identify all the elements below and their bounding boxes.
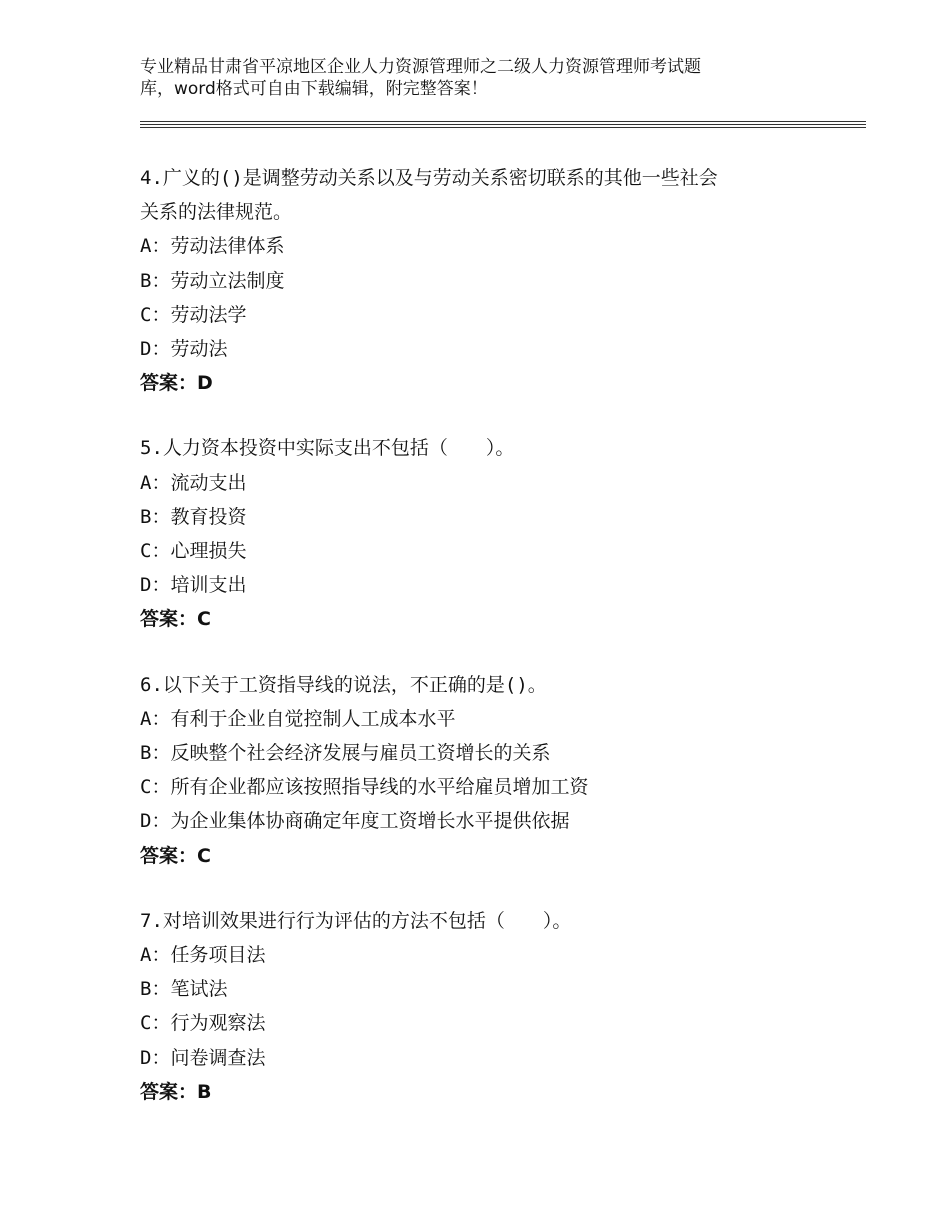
question-text-line: 4.广义的()是调整劳动关系以及与劳动关系密切联系的其他一些社会 [140,167,718,189]
option-b: B：反映整个社会经济发展与雇员工资增长的关系 [140,742,551,765]
answer-label: 答案： [140,372,198,395]
document-header [140,56,840,100]
header-divider-middle [140,124,866,125]
question-text-line: 7.对培训效果进行行为评估的方法不包括（ ）。 [140,909,572,932]
answer-line [140,366,860,400]
answer-value: B [197,1080,212,1103]
option-d: D：培训支出 [140,574,247,597]
option-c: C：心理损失 [140,540,247,563]
answer-line [140,839,860,873]
header-line-2: 库，word格式可自由下载编辑，附完整答案！ [140,79,488,99]
answer-line [140,1075,860,1109]
answer-label: 答案： [140,844,198,867]
header-divider-top [140,121,866,122]
question-text-line: 关系的法律规范。 [140,201,293,224]
option-a: A：任务项目法 [140,944,266,967]
question-list [140,161,860,1140]
header-divider-bottom [140,127,866,128]
question-5 [140,431,860,636]
option-b: B：教育投资 [140,505,247,528]
answer-value: C [197,844,211,867]
answer-label: 答案： [140,608,198,631]
option-c: C：行为观察法 [140,1012,266,1035]
question-4 [140,161,860,400]
answer-line [140,602,860,636]
option-d: D：为企业集体协商确定年度工资增长水平提供依据 [140,810,570,833]
option-c: C：所有企业都应该按照指导线的水平给雇员增加工资 [140,776,589,799]
option-c: C：劳动法学 [140,303,247,326]
header-line-1: 专业精品甘肃省平凉地区企业人力资源管理师之二级人力资源管理师考试题 [140,57,701,77]
option-a: A：有利于企业自觉控制人工成本水平 [140,707,456,730]
question-6 [140,668,860,873]
question-text-line: 5.人力资本投资中实际支出不包括（ ）。 [140,437,515,460]
option-d: D：劳动法 [140,338,228,361]
option-a: A：劳动法律体系 [140,235,285,258]
question-7 [140,904,860,1109]
answer-value: D [197,372,213,395]
question-text-line: 6.以下关于工资指导线的说法，不正确的是()。 [140,673,547,696]
option-d: D：问卷调查法 [140,1046,266,1069]
option-b: B：劳动立法制度 [140,269,285,292]
answer-label: 答案： [140,1080,198,1103]
option-a: A：流动支出 [140,471,247,494]
answer-value: C [197,608,211,631]
option-b: B：笔试法 [140,978,228,1001]
